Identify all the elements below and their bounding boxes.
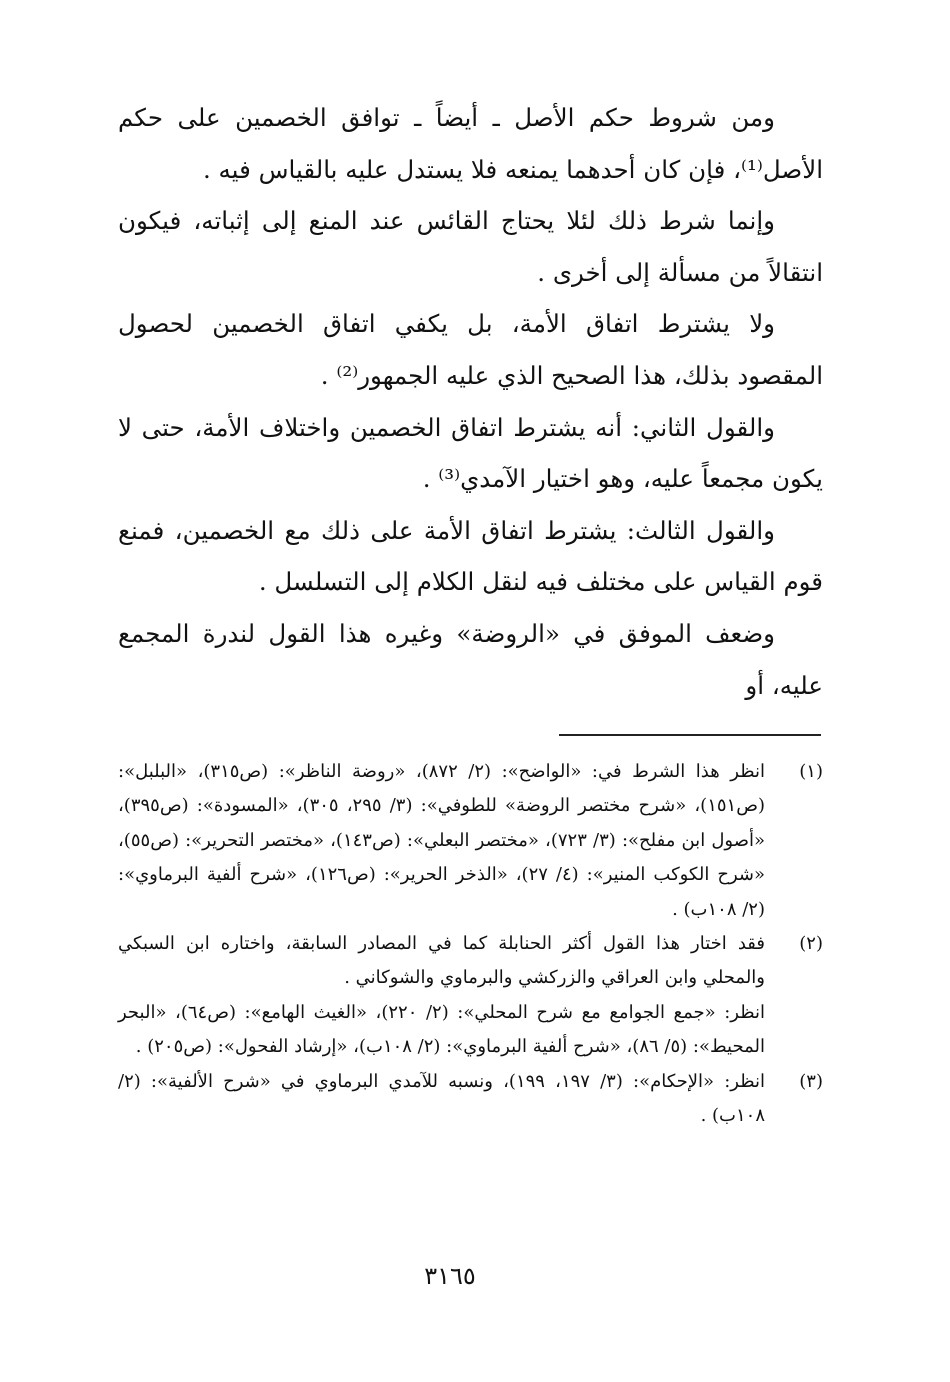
footnote-3 <box>118 1065 823 1134</box>
footnote-number: (٣) <box>799 1070 823 1092</box>
footnote-number: (٢) <box>799 933 823 955</box>
footnote-body <box>118 1065 765 1134</box>
footnote-text: انظر: «الإحكام»: (٣/ ١٩٧، ١٩٩)، ونسبه للآمدي البرماوي في «شرح الألفية»: (٢/ ١٠٨ب) . <box>118 1070 765 1127</box>
paragraph-1: ومن شروط حكم الأصل ـ أيضاً ـ توافق الخصمين على حكم الأصل⁽¹⁾، فإن كان أحدهما يمنعه فلا يستدل عليه بالقياس فيه . <box>118 103 823 184</box>
footnote-number: (١) <box>799 761 823 782</box>
footnote-text: فقد اختار هذا القول أكثر الحنابلة كما في المصادر السابقة، واختاره ابن السبكي والمحلي وابن العراقي والزركشي والبرماوي والشوكاني . <box>118 933 765 989</box>
footnote-text: انظر هذا الشرط في: «الواضح»: (٢/ ٨٧٢)، «روضة الناظر»: (ص٣١٥)، «البلبل»: (ص١٥١)، «شرح مختصر الروضة» للطوفي»: (٣/ ٢٩٥، ٣٠٥)، «المسودة»: (ص٣٩٥)، «أصول ابن مفلح»: (٣/ ٧٢٣)، «مختصر البعلي»: (ص١٤٣)، «مختصر التحرير»: (ص٥٥)، «شرح الكوكب المنير»: (٤/ ٢٧)، «الذخر الحرير»: (ص١٢٦)، «شرح ألفية البرماوي»: (٢/ ١٠٨ب) . <box>118 761 766 920</box>
footnote-body <box>118 927 765 1065</box>
footnotes-section <box>118 755 823 1133</box>
page-number: ٣١٦٥ <box>424 1262 476 1290</box>
paragraph-5: والقول الثالث: يشترط اتفاق الأمة على ذلك مع الخصمين، فمنع قوم القياس على مختلف فيه لنقل الكلام إلى التسلسل . <box>118 515 823 597</box>
footnote-1 <box>118 755 823 927</box>
footnote-separator <box>559 734 821 736</box>
footnote-2 <box>118 927 823 1065</box>
footnote-body <box>118 755 765 927</box>
paragraph-6: وضعف الموفق في «الروضة» وغيره هذا القول لندرة المجمع عليه، أو <box>118 618 823 700</box>
paragraph-3: ولا يشترط اتفاق الأمة، بل يكفي اتفاق الخصمين لحصول المقصود بذلك، هذا الصحيح الذي عليه الجمهور⁽²⁾ . <box>118 309 823 390</box>
main-text-body <box>118 92 823 711</box>
paragraph-2: وإنما شرط ذلك لئلا يحتاج القائس عند المنع إلى إثباته، فيكون انتقالاً من مسألة إلى أخرى . <box>118 206 823 287</box>
footnote-text-references: انظر: «جمع الجوامع مع شرح المحلي»: (٢/ ٢٢٠)، «الغيث الهامع»: (ص٦٤)، «البحر المحيط»: (٥/ ٨٦)، «شرح ألفية البرماوي»: (٢/ ١٠٨ب)، «إرشاد الفحول»: (ص٢٠٥) . <box>118 1001 765 1058</box>
paragraph-4: والقول الثاني: أنه يشترط اتفاق الخصمين واختلاف الأمة، حتى لا يكون مجمعاً عليه، وهو اختيار الآمدي⁽³⁾ . <box>118 412 823 494</box>
